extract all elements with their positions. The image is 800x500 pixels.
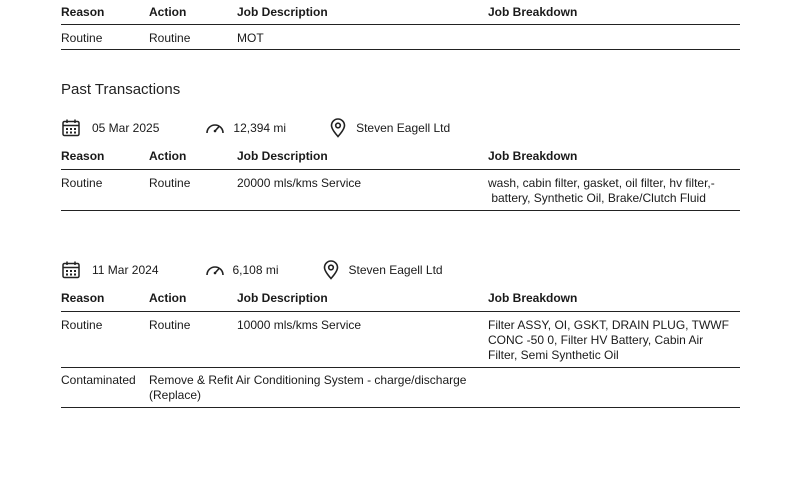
mileage-text: 12,394 mi — [233, 121, 287, 135]
location-pin-icon — [329, 118, 347, 138]
transaction-dealer — [322, 260, 443, 280]
calendar-icon — [61, 260, 81, 280]
transaction-job-table — [61, 291, 740, 408]
transaction-meta — [61, 116, 450, 140]
speedometer-icon — [204, 260, 226, 280]
transaction-meta — [61, 258, 443, 282]
past-transactions-title: Past Transactions — [61, 81, 181, 98]
transaction-mileage — [204, 260, 279, 280]
breakdown-cell — [488, 368, 740, 408]
breakdown-line: battery, Synthetic Oil, Brake/Clutch Fluid — [488, 191, 706, 205]
breakdown-cell — [488, 170, 740, 211]
header-job-breakdown: Job Breakdown — [488, 149, 740, 170]
breakdown-cell — [488, 312, 740, 368]
action-cell: Routine — [149, 170, 237, 211]
action-line: Remove & Refit Air Conditioning System - charge/discharge — [149, 373, 467, 387]
transaction-job-table — [61, 149, 740, 211]
description-cell: 10000 mls/kms Service — [237, 312, 488, 368]
mileage-text: 6,108 mi — [232, 263, 279, 277]
current-job-table — [61, 5, 740, 50]
date-text: 11 Mar 2024 — [92, 263, 159, 277]
breakdown-cell — [488, 25, 740, 50]
action-line: (Replace) — [149, 388, 202, 402]
transaction-date — [61, 260, 159, 280]
dealer-text: Steven Eagell Ltd — [356, 121, 451, 135]
header-reason: Reason — [61, 5, 149, 25]
table-row — [61, 368, 740, 408]
action-cell — [149, 368, 488, 408]
calendar-icon — [61, 118, 81, 138]
header-action: Action — [149, 291, 237, 312]
header-job-breakdown: Job Breakdown — [488, 5, 740, 25]
action-cell: Routine — [149, 25, 237, 50]
date-text: 05 Mar 2025 — [92, 121, 160, 135]
transaction-mileage — [204, 118, 286, 138]
dealer-text: Steven Eagell Ltd — [348, 263, 443, 277]
reason-cell: Routine — [61, 25, 149, 50]
breakdown-line: Filter, Semi Synthetic Oil — [488, 348, 619, 362]
reason-cell: Routine — [61, 312, 149, 368]
table-row — [61, 312, 740, 368]
transaction-date — [61, 118, 159, 138]
header-action: Action — [149, 5, 237, 25]
speedometer-icon — [204, 118, 226, 138]
header-action: Action — [149, 149, 237, 170]
header-job-breakdown: Job Breakdown — [488, 291, 740, 312]
header-job-description: Job Description — [237, 291, 488, 312]
header-reason: Reason — [61, 291, 149, 312]
header-reason: Reason — [61, 149, 149, 170]
breakdown-line: wash, cabin filter, gasket, oil filter, hv filter,- — [488, 176, 715, 190]
description-cell: MOT — [237, 25, 488, 50]
transaction-dealer — [329, 118, 450, 138]
breakdown-line: Filter ASSY, OI, GSKT, DRAIN PLUG, TWWF — [488, 318, 729, 332]
breakdown-line: CONC -50 0, Filter HV Battery, Cabin Air — [488, 333, 704, 347]
table-row — [61, 25, 740, 50]
reason-cell: Contaminated — [61, 368, 149, 408]
reason-cell: Routine — [61, 170, 149, 211]
location-pin-icon — [322, 260, 340, 280]
header-job-description: Job Description — [237, 5, 488, 25]
action-cell: Routine — [149, 312, 237, 368]
table-row — [61, 170, 740, 211]
header-job-description: Job Description — [237, 149, 488, 170]
description-cell: 20000 mls/kms Service — [237, 170, 488, 211]
